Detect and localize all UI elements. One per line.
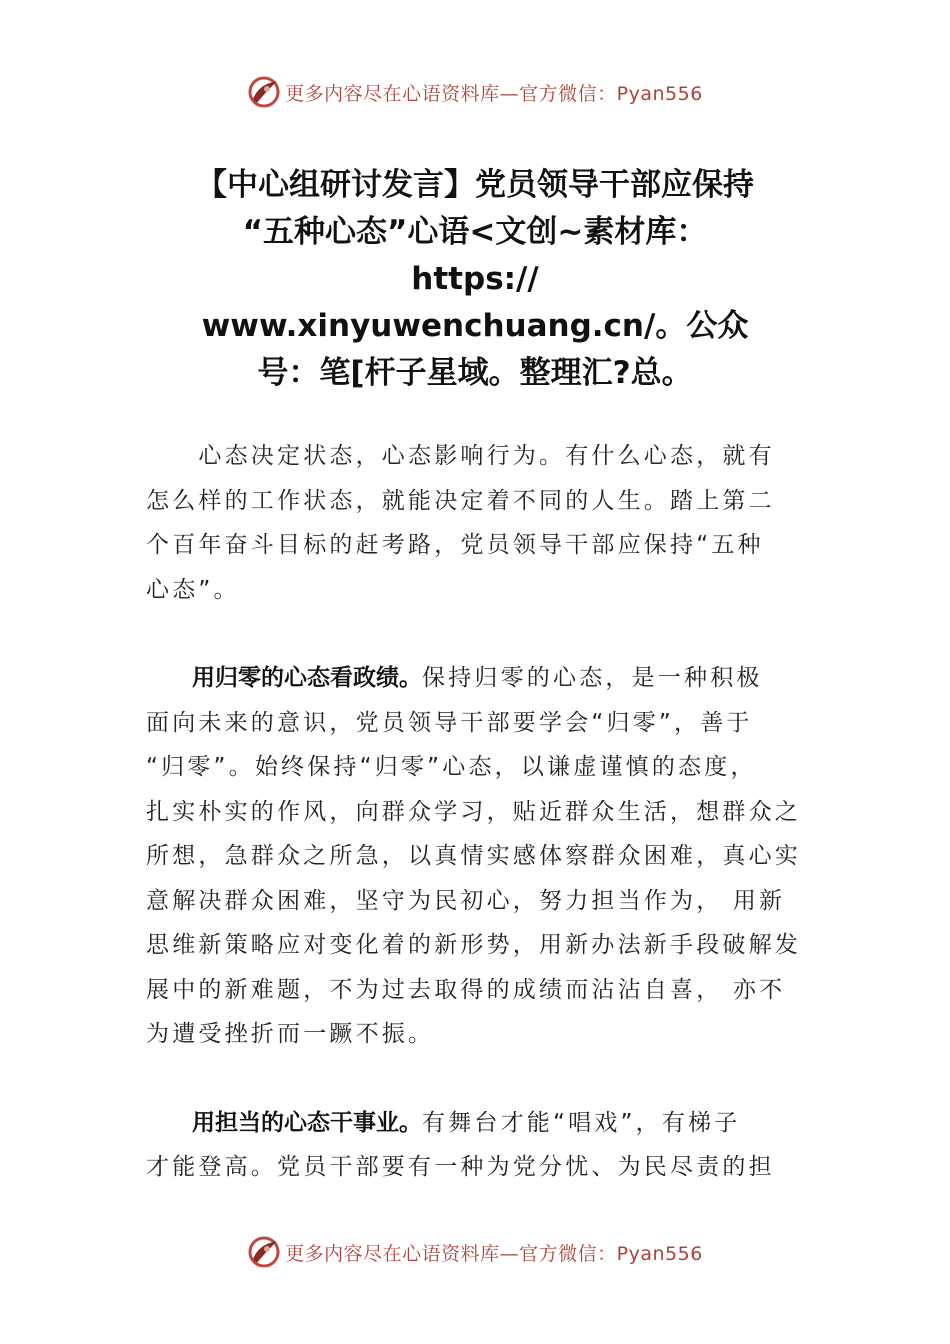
- footer-banner-text: 更多内容尽在心语资料库—官方微信：Pyan556: [285, 1242, 703, 1265]
- brand-logo-icon: [247, 1235, 281, 1269]
- title-line: https://: [411, 261, 539, 297]
- paragraph-zero-mindset: [146, 656, 826, 1057]
- paragraph-line: 意解决群众困难，坚守为民初心，努力担当作为， 用新: [146, 887, 786, 914]
- header-banner-text: 更多内容尽在心语资料库—官方微信：Pyan556: [285, 82, 703, 105]
- footer-banner: [0, 1230, 950, 1274]
- section-heading: 用归零的心态看政绩。: [146, 665, 422, 691]
- paragraph-line: “归零”。始终保持“归零”心态，以谦虚谨慎的态度，: [146, 754, 757, 780]
- title-line: “五种心态”心语<文创~素材库：: [242, 214, 708, 250]
- paragraph-line: 所想，急群众之所急，以真情实感体察群众困难，真心实: [146, 843, 801, 869]
- paragraph-line: 思维新策略应对变化着的新形势，用新办法新手段破解发: [146, 932, 801, 958]
- document-title: [120, 162, 830, 397]
- paragraph-line: 面向未来的意识，党员领导干部要学会“归零”，善于: [146, 709, 753, 736]
- paragraph-intro: [146, 434, 826, 612]
- paragraph-line: [146, 1101, 826, 1146]
- paragraph-line: 个百年奋斗目标的赶考路，党员领导干部应保持“五种: [146, 532, 764, 558]
- paragraph-text: 保持归零的心态，是一种积极: [422, 665, 763, 691]
- paragraph-line: 心态”。: [146, 576, 240, 603]
- paragraph-line: 为遭受挫折而一蹶不振。: [146, 1021, 435, 1047]
- paragraph-line: 怎么样的工作状态，就能决定着不同的人生。踏上第二: [146, 487, 775, 514]
- paragraph-responsibility-mindset: [146, 1101, 826, 1190]
- document-body: [146, 434, 826, 1190]
- brand-logo-icon: [247, 75, 281, 109]
- paragraph-line: 心态决定状态，心态影响行为。有什么心态，就有: [146, 443, 775, 469]
- paragraph-line: 展中的新难题，不为过去取得的成绩而沾沾自喜， 亦不: [146, 976, 786, 1003]
- header-wechat-id: Pyan556: [616, 82, 703, 105]
- paragraph-line: 才能登高。党员干部要有一种为党分忧、为民尽责的担: [146, 1154, 775, 1180]
- title-line: 号：笔[杆子星域。整理汇?总。: [257, 355, 693, 391]
- paragraph-line: [146, 656, 826, 701]
- paragraph-text: 有舞台才能“唱戏”，有梯子: [422, 1109, 741, 1136]
- title-line: www.xinyuwenchuang.cn/。公众: [201, 308, 749, 344]
- footer-wechat-id: Pyan556: [616, 1242, 703, 1265]
- paragraph-line: 扎实朴实的作风，向群众学习，贴近群众生活，想群众之: [146, 798, 801, 825]
- title-line: 【中心组研讨发言】党员领导干部应保持: [196, 167, 754, 203]
- section-heading: 用担当的心态干事业。: [146, 1109, 422, 1136]
- header-banner: [0, 70, 950, 114]
